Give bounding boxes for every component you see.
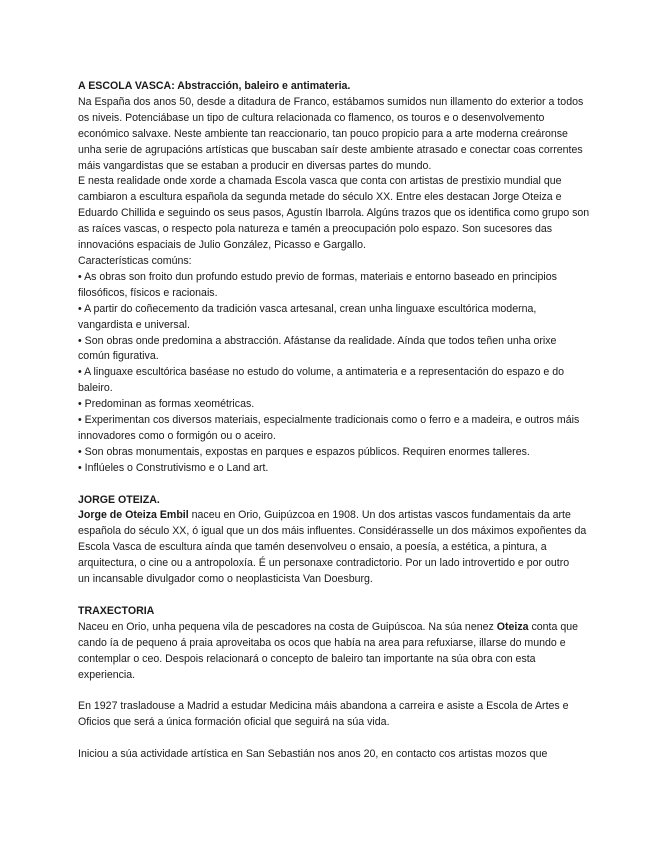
text-line: experiencia. [78,668,136,681]
list-item: filosóficos, físicos e racionais. [78,286,218,299]
traxectoria-paragraph-1 [78,620,598,684]
list-item: innovadores como o formigón ou o aceiro. [78,429,276,442]
text-line: Na España dos anos 50, desde a ditadura de Franco, estábamos sumidos nun illamento do exterior a todos [78,95,584,108]
text-line: E nesta realidade onde xorde a chamada Escola vasca que conta con artistas de prestixio mundial que [78,175,562,188]
section-heading-escola-vasca: A ESCOLA VASCA: Abstracción, baleiro e antimateria. [78,80,351,92]
text-line: Oficios que será a única formación oficial que seguirá na súa vida. [78,716,390,729]
text-line: arquitectura, o cine ou a antropoloxía. É un personaxe contradictorio. Por un lado introvertido e por outro [78,557,570,570]
paragraph-spacer [78,588,598,604]
list-item: • Inflúeles o Construtivismo e o Land art. [78,461,269,474]
text-line: os niveis. Potenciábase un tipo de cultura relacionada co flamenco, os touros e o desenvolvemento [78,111,545,124]
text-line: Iniciou a súa actividade artística en San Sebastián nos anos 20, en contacto cos artistas mozos que [78,748,548,760]
text-line: máis vangardistas que se estaban a producir en diversas partes do mundo. [78,159,432,172]
list-item: • Predominan as formas xeométricas. [78,398,255,411]
text-line: española do século XX, ó igual que un dos máis influentes. Considérasselle un dos máximos expoñentes da [78,525,587,538]
text-line: un incansable divulgador como o neoplasticista Van Doesburg. [78,573,373,586]
text-line: En 1927 trasladouse a Madrid a estudar Medicina máis abandona a carreira e asiste a Escola de Artes e [78,700,569,713]
text-line: cando ía de pequeno á praia aproveitaba os ocos que había na area para refuxiarse, illarse do mundo e [78,636,566,649]
list-item: baleiro. [78,382,113,395]
list-item: • A linguaxe escultórica baséase no estudo do volume, a antimateria e a representación do espazo e do [78,366,565,379]
text-line: Características comúns: [78,254,192,267]
list-item: vangardista e universal. [78,318,190,331]
list-item: • Son obras monumentais, expostas en parques e espazos públicos. Requiren enormes talleres. [78,445,530,458]
text-run: naceu en Orio, Guipúzcoa en 1908. Un dos artistas vascos fundamentais da arte [188,509,571,522]
text-line [78,508,598,524]
document-page [78,79,598,763]
characteristics-bullet-list [78,270,598,477]
text-run: conta que [528,620,579,633]
oteiza-bio-paragraph [78,508,598,588]
section-heading-jorge-oteiza: JORGE OTEIZA. [78,493,160,506]
traxectoria-paragraph-2 [78,699,598,731]
text-line: cambiaron a escultura española da segunda metade do século XX. Entre eles destacan Jorge Oteiza e [78,191,562,204]
text-run: Naceu en Orio, unha pequena vila de pescadores na costa de Guipúscoa. Na súa nenez [78,620,497,633]
escola-intro-paragraph [78,95,598,270]
text-line: contemplar o ceo. Despois relacionará o concepto de baleiro tan importante na súa obra con esta [78,652,536,665]
artist-surname: Oteiza [496,620,529,633]
text-line: unha serie de agrupacións artísticas que buscaban saír deste ambiente atrasado e conectar coas correntes [78,143,583,156]
artist-full-name: Jorge de Oteiza Embil [78,509,189,522]
list-item: • Experimentan cos diversos materiais, especialmente tradicionais como o ferro e a madeira, e outros máis [78,414,580,427]
text-line: Eduardo Chillida e seguindo os seus pasos, Agustín Ibarrola. Algúns trazos que os identifica como grupo son [78,207,590,220]
list-item: • As obras son froito dun profundo estudo previo de formas, materiais e entorno baseado en principios [78,270,557,283]
list-item: • Son obras onde predomina a abstracción. Afástanse da realidade. Aínda que todos teñen unha orixe [78,334,557,347]
paragraph-spacer [78,683,598,699]
text-line: as raíces vascas, o respecto pola natureza e tamén a preocupación polo espazo. Son sucesores das [78,223,553,236]
list-item: • A partir do coñecemento da tradición vasca artesanal, crean unha linguaxe escultórica moderna, [78,302,537,315]
traxectoria-paragraph-3 [78,747,598,763]
list-item: común figurativa. [78,350,159,363]
section-heading-traxectoria: TRAXECTORIA [78,604,155,617]
text-line [78,620,598,636]
paragraph-spacer [78,731,598,747]
text-line: Escola Vasca de escultura aínda que tamén desenvolveu o ensaio, a poesía, a estética, a pintura, a [78,541,547,554]
text-line: económico salvaxe. Neste ambiente tan reaccionario, tan pouco propicio para a arte moderna creáronse [78,127,568,140]
text-line: innovacións espaciais de Julio González, Picasso e Gargallo. [78,239,366,252]
paragraph-spacer [78,477,598,493]
